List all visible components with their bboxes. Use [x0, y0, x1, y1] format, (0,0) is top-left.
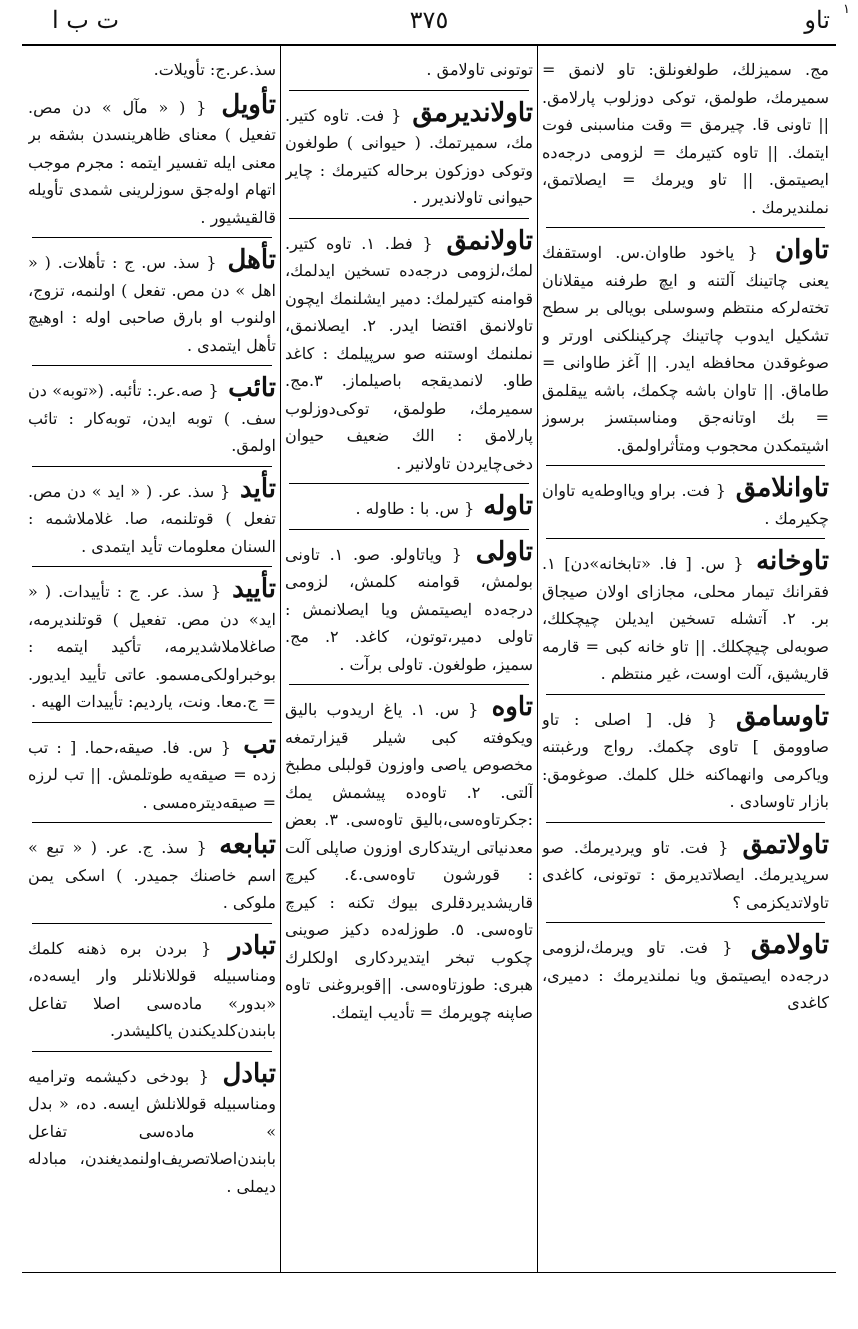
entry-definition: توتونی تاولامق . [426, 60, 533, 79]
entry [542, 546, 829, 688]
entry [285, 226, 533, 478]
header-right-guide-word: تاو [804, 6, 830, 34]
entry [28, 245, 276, 359]
entry-separator [289, 483, 529, 484]
entry-definition: { سذ. س. ج : تأهلات. ( « اهل » دن مص. تفعل ) اولنمه، تزوج، اولنوب او بارق صاحبی اوله : اوهیچ تأهل ایتمدی . [28, 253, 276, 355]
entry [28, 574, 276, 716]
entry-headword: تاوان [774, 235, 829, 265]
entry [542, 830, 829, 917]
entry [28, 90, 276, 232]
entry-headword: تاوه [491, 692, 533, 722]
header-rule [22, 44, 836, 46]
entry [28, 1059, 276, 1201]
entry-separator [289, 529, 529, 530]
column-right [542, 56, 829, 1266]
entry-separator [546, 822, 825, 823]
entry-headword: تاولاتمق [742, 829, 829, 860]
entry-continuation [28, 56, 276, 84]
entry-headword: تاوله [483, 491, 533, 521]
entry-headword: تاولی [475, 536, 533, 567]
entry-separator [546, 694, 825, 695]
column-left [28, 56, 276, 1266]
entry-separator [32, 923, 272, 924]
entry-headword: تبادل [222, 1058, 276, 1089]
entry [28, 730, 276, 817]
entry-headword: تاوخانه [756, 546, 829, 576]
entry-headword: تأید [239, 473, 276, 504]
entry [542, 473, 829, 532]
entry-headword: تاولانمق [446, 225, 533, 256]
entry-separator [289, 218, 529, 219]
entry-definition: { فت. براو ویااوطه‌یه تاوان چكیرمك . [542, 481, 829, 528]
entry-headword: تأهل [227, 245, 276, 275]
entry-separator [289, 684, 529, 685]
entry-separator [32, 237, 272, 238]
entry [28, 373, 276, 460]
entry-definition: { س. با : طاوله . [355, 499, 475, 518]
entry-definition: { سذ. عر. ج : تأییدات. ( « اید» دن مص. تفعیل ) قوتلندیرمه، صاغلاملاشدیرمه، تأكید ایتمه : بوخبراولكی‌مسمو. عاتی تأیید ایدیور. = ج.معا. ونت، یاردیم: تأییدات الهیه . [28, 582, 276, 711]
entry [285, 98, 533, 212]
column-divider-right [537, 44, 538, 1272]
entry-definition: { بودخی دكیشمه وترامیه ومناسبیله قوللانلش ایسه‌. ده، « بدل » ماده‌سی تفاعل بابندن‌اصلاتصریف‌اولنمدیغندن، مبادله دیملی . [28, 1066, 276, 1196]
entry-definition: { س. [ فا. «تابخانه»دن] ١. فقرانك تیمار محلی، مجازای اولان صیجاق بر. ٢. آتشله تسخین ایدیلن چیچكلك، صوبه‌لی چیچكلك. || تاو خانه كبی = قارمه قاریشیق، آلت اوست، غیر منتظم . [542, 554, 829, 683]
entry [285, 491, 533, 523]
corner-mark: ١ [843, 2, 850, 17]
entry-continuation [542, 56, 829, 221]
entry-separator [32, 722, 272, 723]
entry-definition: { ( « مآل » دن مص. تفعیل ) معنای ظاهرینسدن بشقه بر معنی ایله تفسیر ایتمه : مجرم موجب اتهام اوله‌جق سوزلرینی شمدی تأویله قالقیشیور . [28, 97, 276, 227]
entry-headword: تاولامق [750, 930, 829, 960]
entry-headword: تاوسامق [735, 701, 829, 732]
entry-definition: { س. فا. صیقه،حما. [ : تب زده = صیقه‌یه طوتلمش. || تب لرزه = صیقه‌دیتره‌مسی . [28, 737, 276, 812]
entry-headword: تاوانلامق [735, 473, 829, 503]
footer-rule [22, 1272, 836, 1273]
entry [28, 931, 276, 1045]
entry-definition: { سذ. عر. ( « اید » دن مص. تفعل ) قوتلنمه، صا. غلاملاشمه : السنان معلومات تأید ایتمدی . [28, 481, 276, 556]
entry-definition: { س. ١. یاغ اریدوب بالیق ویكوفته كبی شیلر قیزارتمغه مخصوص یاصی واوزون قولبلی مطبخ آلتی. ٢. تاوه‌ده پیشمش یمك :جكرتاوه‌سی،بالیق تاوه‌سی. ٣. بعض معدنیاتی اریتدكاری اوزون صاپلی آلت : قورشون تاوه‌سی.٤. كیرچ قاریشدیردقلری بیوك تكنه : كیرچ تاوه‌سی. ٥. طوزله‌ده دكیز صوینی چكوب تبخر ایتدیردكاری اولكلرك هبری: طوزتاوه‌سی. ||قوبروغنی تاوه صاپنه چویرمك = تأدیب ایتمك. [285, 700, 533, 1022]
entry-definition: { فت. تاو ویرمك،لزومی درجه‌ده ایصیتمق ویا نملندیرمك : دمیری، كاغدی [542, 938, 829, 1012]
page-header [22, 0, 836, 40]
entry-definition: { یاخود طاوان.س. اوستقفك یعنی چاتینك آلتنه و ایچ طرفنه میقلانان تخته‌لركه منتظم وسوسلی بویالی بر سطح تشكیل ایدوب چاتینك چركینلكنی اورتر و صوغوقدن محافظه ایدر. || آغز طاوانی = طاماق. || تاوان باشه چكمك، باشه ییقلمق = بك اوتانه‌جق ومناسبتسز برسوز اشیتمكدن محجوب ومتأثراولمق. [542, 243, 829, 455]
entry-definition: { ویاتاولو. صو. ١. تاونی بولمش، قوامنه كلمش، لزومی درجه‌ده ایصیتمش ویا ایصلانمش : تاولی دمیر،توتون، كاغد. ٢. مج. سمیز، طولغون. تاولی برآت . [285, 544, 533, 674]
entry-definition: مج. سمیزلك، طولغونلق: تاو لانمق = سمیرمك، طولمق، توكی دوزلوب پارلامق. || تاونی قا. چیرمق = وقت مناسبنی فوت ایتمك. || تاوه كتیرمك = لزومی درجه‌ده ایصیتمق. || تاو ویرمك = ایصلاتمق، نملندیرمك . [542, 60, 829, 217]
entry-separator [32, 365, 272, 366]
entry-separator [546, 538, 825, 539]
entry [285, 537, 533, 679]
entry-definition: { فت. تاو ویردیرمك. صو سرپدیرمك. ایصلاتدیرمق : توتونی، كاغدی تاولاتدیكزمی ؟ [542, 837, 829, 912]
entry-definition: سذ.عر.ج: تأویلات. [153, 60, 276, 79]
entry-definition: { فط. ١. تاوه كتیر. لمك،لزومی درجه‌ده تسخین ایدلمك، قوامنه كتیرلمك: دمیر ایشلنمك ایچون تاولانمق اقتضا ایدر. ٢. ایصلانمق، نملنمك اوستنه صو سرپیلمك : كاغد طاو. لانمدیقجه باصیلماز. ٣.مج. سمیرمك، طولمق، توكی‌دوزلوب پارلامق : الك ضعیف حیوان دخی‌چایردن تاولانیر . [285, 233, 533, 473]
entry [542, 702, 829, 816]
entry-separator [546, 465, 825, 466]
entry-separator [32, 466, 272, 467]
entry-definition: { فت. تاوه كتیر. مك، سمیرتمك. ( حیوانی ) طولغون وتوكی دوزكون برحاله كتیرمك : چایر حیوانی تاولاندیرر . [285, 105, 533, 207]
entry-headword: تاولاندیرمق [412, 97, 533, 128]
entry [28, 474, 276, 561]
entry-headword: تأیید [232, 574, 276, 604]
header-left-guide-word: ت ب ا [52, 6, 120, 34]
entry-headword: تب [243, 729, 276, 760]
entry [542, 235, 829, 459]
entry-continuation [285, 56, 533, 84]
entry [542, 930, 829, 1017]
column-middle [285, 56, 533, 1266]
entry-separator [546, 227, 825, 228]
entry [285, 692, 533, 1026]
entry-definition: { بردن بره ذهنه كلمك ومناسبیله قوللانلانلر وار ایسه‌ده، «بدور» ماده‌سی اصلا تفاعل بابندن‌كلدیكندن یاكلیشدر. [28, 938, 276, 1040]
page-number: ٣٧٥ [409, 6, 449, 34]
entry-headword: تبابعه [219, 830, 276, 860]
entry-definition: { سذ. ج. عر. ( « تبع » اسم خاصنك جمیدر. ) اسكی یمن ملوكی . [28, 838, 276, 912]
entry-headword: تائب [228, 373, 276, 403]
entry [28, 830, 276, 917]
column-divider-left [280, 44, 281, 1272]
entry-headword: تأویل [221, 89, 276, 120]
entry-separator [289, 90, 529, 91]
entry-separator [546, 922, 825, 923]
entry-definition: { فل. [ اصلی : تاو صاوومق ] تاوی چكمك. رواج ورغبتنه ویاكرمی وانهماكنه خلل كلمك. صوغومق: بازار تاوسادی . [542, 709, 829, 811]
entry-definition: { صه.عر.: تأئبه. («توبه» دن سف. ) توبه ایدن، توبه‌كار : تائب اولمق. [28, 381, 276, 455]
entry-separator [32, 566, 272, 567]
entry-separator [32, 1051, 272, 1052]
entry-headword: تبادر [228, 930, 276, 961]
entry-separator [32, 822, 272, 823]
